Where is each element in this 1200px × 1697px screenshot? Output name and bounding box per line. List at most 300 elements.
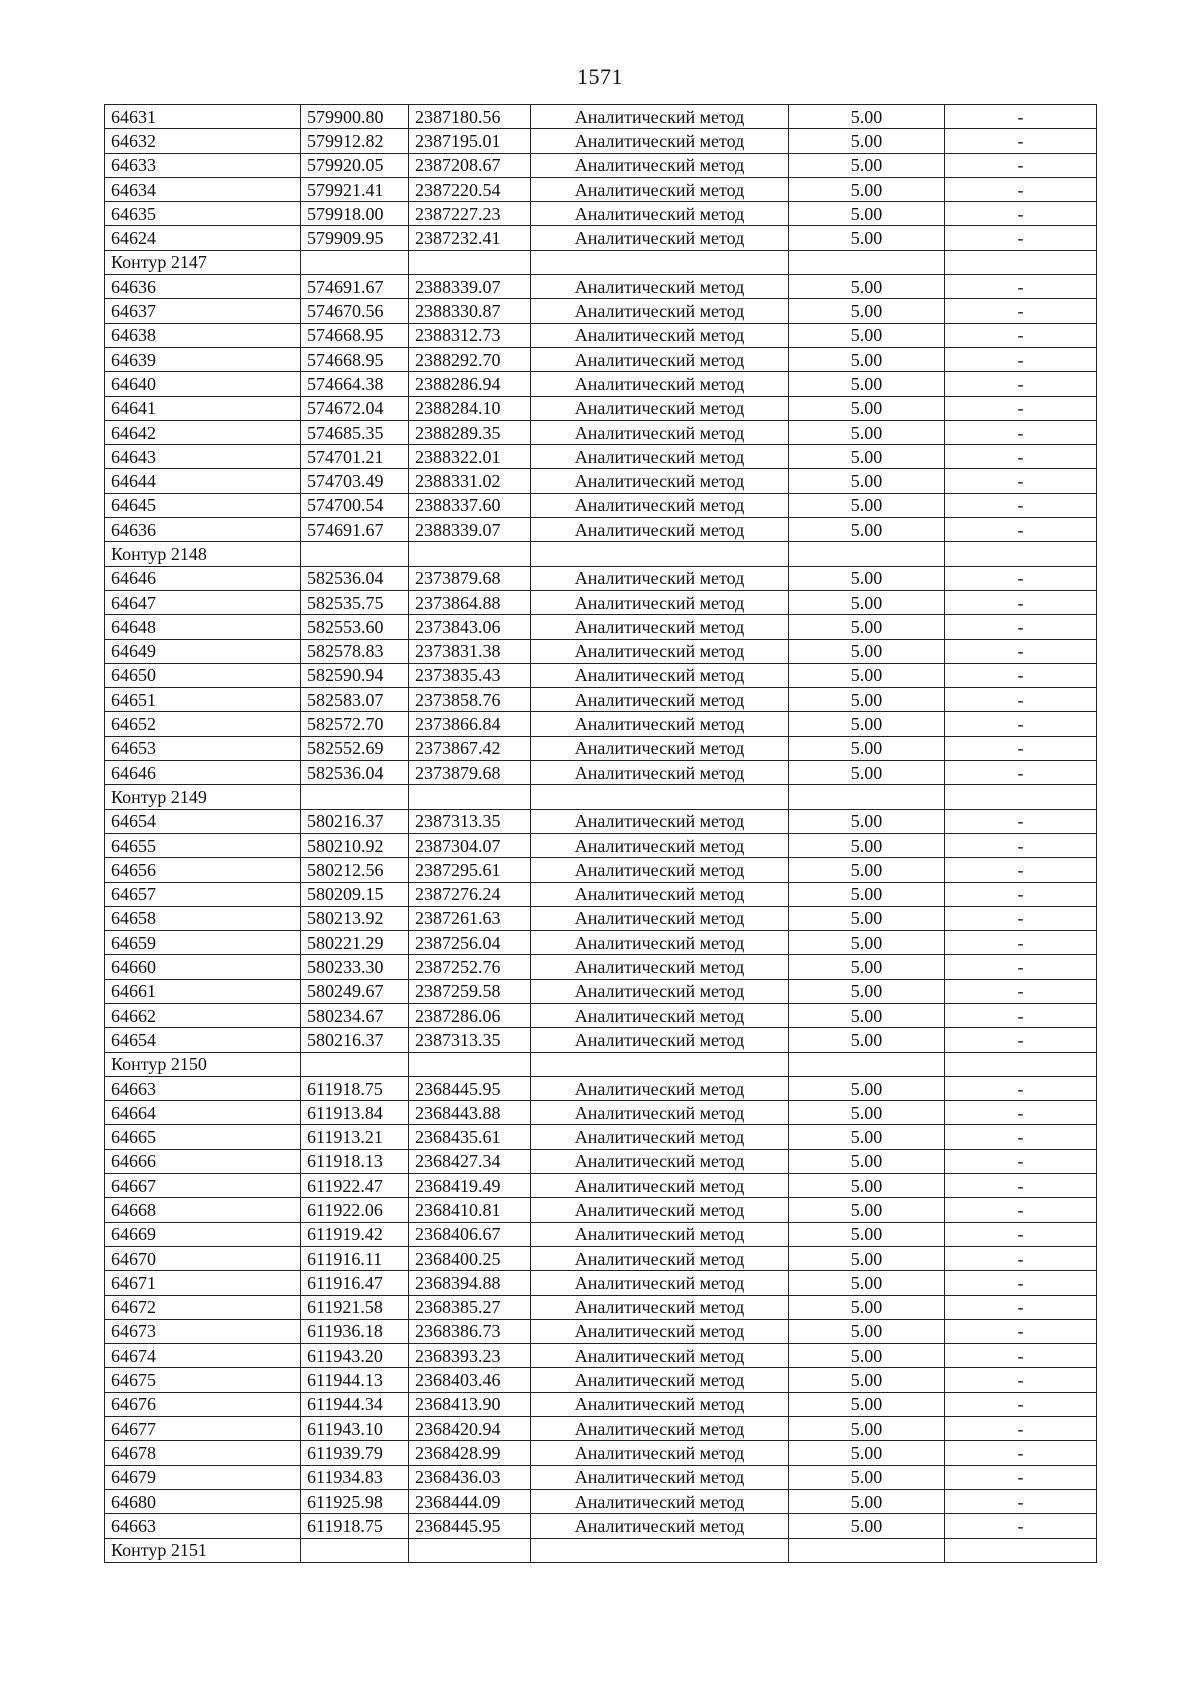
y-coordinate-cell: 2368445.95 (409, 1514, 531, 1538)
x-coordinate-cell: 611944.34 (301, 1392, 409, 1416)
x-coordinate-cell: 574691.67 (301, 275, 409, 299)
y-coordinate-cell: 2373866.84 (409, 712, 531, 736)
point-id-cell: 64658 (105, 906, 301, 930)
coordinates-table (104, 104, 1097, 1563)
y-coordinate-cell: 2388339.07 (409, 518, 531, 542)
point-row (105, 1222, 1097, 1246)
x-coordinate-cell: 574701.21 (301, 445, 409, 469)
note-cell: - (945, 712, 1097, 736)
point-id-cell: 64667 (105, 1174, 301, 1198)
point-row (105, 323, 1097, 347)
error-cell: 5.00 (789, 639, 945, 663)
x-coordinate-cell: 611921.58 (301, 1295, 409, 1319)
empty-cell (409, 250, 531, 274)
y-coordinate-cell: 2368394.88 (409, 1271, 531, 1295)
method-cell: Аналитический метод (531, 1344, 789, 1368)
x-coordinate-cell: 582536.04 (301, 566, 409, 590)
method-cell: Аналитический метод (531, 1003, 789, 1027)
point-row (105, 1076, 1097, 1100)
x-coordinate-cell: 574700.54 (301, 493, 409, 517)
x-coordinate-cell: 611913.21 (301, 1125, 409, 1149)
y-coordinate-cell: 2373867.42 (409, 736, 531, 760)
x-coordinate-cell: 611925.98 (301, 1489, 409, 1513)
y-coordinate-cell: 2373864.88 (409, 590, 531, 614)
note-cell: - (945, 1174, 1097, 1198)
point-id-cell: 64663 (105, 1076, 301, 1100)
point-row (105, 882, 1097, 906)
point-row (105, 275, 1097, 299)
error-cell: 5.00 (789, 809, 945, 833)
error-cell: 5.00 (789, 493, 945, 517)
point-row (105, 590, 1097, 614)
error-cell: 5.00 (789, 1149, 945, 1173)
method-cell: Аналитический метод (531, 372, 789, 396)
method-cell: Аналитический метод (531, 1101, 789, 1125)
error-cell: 5.00 (789, 177, 945, 201)
note-cell: - (945, 931, 1097, 955)
error-cell: 5.00 (789, 712, 945, 736)
error-cell: 5.00 (789, 1489, 945, 1513)
point-row (105, 833, 1097, 857)
point-id-cell: 64674 (105, 1344, 301, 1368)
note-cell: - (945, 663, 1097, 687)
y-coordinate-cell: 2368419.49 (409, 1174, 531, 1198)
point-id-cell: 64649 (105, 639, 301, 663)
point-row (105, 347, 1097, 371)
empty-cell (301, 1052, 409, 1076)
point-row (105, 469, 1097, 493)
method-cell: Аналитический метод (531, 1441, 789, 1465)
empty-cell (789, 1052, 945, 1076)
empty-cell (409, 785, 531, 809)
note-cell: - (945, 1271, 1097, 1295)
y-coordinate-cell: 2368444.09 (409, 1489, 531, 1513)
error-cell: 5.00 (789, 1392, 945, 1416)
x-coordinate-cell: 611913.84 (301, 1101, 409, 1125)
error-cell: 5.00 (789, 396, 945, 420)
point-row (105, 955, 1097, 979)
page-number: 1571 (577, 64, 623, 89)
empty-cell (945, 542, 1097, 566)
x-coordinate-cell: 580249.67 (301, 979, 409, 1003)
note-cell: - (945, 1028, 1097, 1052)
error-cell: 5.00 (789, 955, 945, 979)
note-cell: - (945, 1101, 1097, 1125)
y-coordinate-cell: 2368420.94 (409, 1417, 531, 1441)
empty-cell (789, 1538, 945, 1562)
method-cell: Аналитический метод (531, 1198, 789, 1222)
note-cell: - (945, 518, 1097, 542)
point-row (105, 105, 1097, 129)
method-cell: Аналитический метод (531, 615, 789, 639)
point-row (105, 688, 1097, 712)
method-cell: Аналитический метод (531, 299, 789, 323)
point-row (105, 1101, 1097, 1125)
point-id-cell: 64632 (105, 129, 301, 153)
x-coordinate-cell: 611939.79 (301, 1441, 409, 1465)
point-id-cell: 64666 (105, 1149, 301, 1173)
note-cell: - (945, 202, 1097, 226)
method-cell: Аналитический метод (531, 445, 789, 469)
point-id-cell: 64636 (105, 518, 301, 542)
error-cell: 5.00 (789, 736, 945, 760)
point-id-cell: 64640 (105, 372, 301, 396)
point-id-cell: 64624 (105, 226, 301, 250)
x-coordinate-cell: 574664.38 (301, 372, 409, 396)
point-row (105, 1392, 1097, 1416)
point-row (105, 396, 1097, 420)
method-cell: Аналитический метод (531, 688, 789, 712)
note-cell: - (945, 299, 1097, 323)
y-coordinate-cell: 2388312.73 (409, 323, 531, 347)
x-coordinate-cell: 611919.42 (301, 1222, 409, 1246)
empty-cell (945, 785, 1097, 809)
point-id-cell: 64676 (105, 1392, 301, 1416)
method-cell: Аналитический метод (531, 809, 789, 833)
error-cell: 5.00 (789, 1028, 945, 1052)
method-cell: Аналитический метод (531, 931, 789, 955)
note-cell: - (945, 858, 1097, 882)
point-row (105, 493, 1097, 517)
note-cell: - (945, 323, 1097, 347)
x-coordinate-cell: 580234.67 (301, 1003, 409, 1027)
point-id-cell: 64677 (105, 1417, 301, 1441)
note-cell: - (945, 1222, 1097, 1246)
method-cell: Аналитический метод (531, 518, 789, 542)
note-cell: - (945, 615, 1097, 639)
point-id-cell: 64675 (105, 1368, 301, 1392)
x-coordinate-cell: 611918.75 (301, 1514, 409, 1538)
error-cell: 5.00 (789, 1441, 945, 1465)
method-cell: Аналитический метод (531, 979, 789, 1003)
empty-cell (531, 250, 789, 274)
note-cell: - (945, 761, 1097, 785)
point-id-cell: 64664 (105, 1101, 301, 1125)
y-coordinate-cell: 2387313.35 (409, 809, 531, 833)
x-coordinate-cell: 579918.00 (301, 202, 409, 226)
x-coordinate-cell: 574685.35 (301, 420, 409, 444)
y-coordinate-cell: 2387259.58 (409, 979, 531, 1003)
y-coordinate-cell: 2368435.61 (409, 1125, 531, 1149)
x-coordinate-cell: 574703.49 (301, 469, 409, 493)
y-coordinate-cell: 2387261.63 (409, 906, 531, 930)
point-row (105, 445, 1097, 469)
error-cell: 5.00 (789, 761, 945, 785)
error-cell: 5.00 (789, 372, 945, 396)
point-row (105, 931, 1097, 955)
note-cell: - (945, 177, 1097, 201)
x-coordinate-cell: 611918.13 (301, 1149, 409, 1173)
x-coordinate-cell: 580216.37 (301, 809, 409, 833)
y-coordinate-cell: 2388286.94 (409, 372, 531, 396)
method-cell: Аналитический метод (531, 105, 789, 129)
note-cell: - (945, 1392, 1097, 1416)
y-coordinate-cell: 2387276.24 (409, 882, 531, 906)
x-coordinate-cell: 579920.05 (301, 153, 409, 177)
empty-cell (409, 1052, 531, 1076)
note-cell: - (945, 1344, 1097, 1368)
y-coordinate-cell: 2388292.70 (409, 347, 531, 371)
method-cell: Аналитический метод (531, 1514, 789, 1538)
x-coordinate-cell: 582535.75 (301, 590, 409, 614)
point-id-cell: 64673 (105, 1319, 301, 1343)
method-cell: Аналитический метод (531, 493, 789, 517)
point-id-cell: 64665 (105, 1125, 301, 1149)
point-row (105, 518, 1097, 542)
contour-label: Контур 2147 (105, 250, 301, 274)
contour-header-row (105, 785, 1097, 809)
point-id-cell: 64663 (105, 1514, 301, 1538)
note-cell: - (945, 1441, 1097, 1465)
point-id-cell: 64634 (105, 177, 301, 201)
point-row (105, 1174, 1097, 1198)
x-coordinate-cell: 611943.10 (301, 1417, 409, 1441)
y-coordinate-cell: 2387286.06 (409, 1003, 531, 1027)
note-cell: - (945, 736, 1097, 760)
empty-cell (945, 250, 1097, 274)
error-cell: 5.00 (789, 1271, 945, 1295)
note-cell: - (945, 833, 1097, 857)
error-cell: 5.00 (789, 1198, 945, 1222)
point-row (105, 809, 1097, 833)
y-coordinate-cell: 2368445.95 (409, 1076, 531, 1100)
error-cell: 5.00 (789, 566, 945, 590)
y-coordinate-cell: 2368413.90 (409, 1392, 531, 1416)
point-id-cell: 64646 (105, 761, 301, 785)
method-cell: Аналитический метод (531, 1076, 789, 1100)
note-cell: - (945, 1514, 1097, 1538)
method-cell: Аналитический метод (531, 1246, 789, 1270)
point-id-cell: 64662 (105, 1003, 301, 1027)
y-coordinate-cell: 2373879.68 (409, 761, 531, 785)
method-cell: Аналитический метод (531, 177, 789, 201)
error-cell: 5.00 (789, 1514, 945, 1538)
point-row (105, 906, 1097, 930)
method-cell: Аналитический метод (531, 153, 789, 177)
point-id-cell: 64659 (105, 931, 301, 955)
x-coordinate-cell: 611922.06 (301, 1198, 409, 1222)
point-row (105, 1465, 1097, 1489)
method-cell: Аналитический метод (531, 566, 789, 590)
note-cell: - (945, 566, 1097, 590)
point-id-cell: 64672 (105, 1295, 301, 1319)
note-cell: - (945, 1489, 1097, 1513)
contour-label: Контур 2149 (105, 785, 301, 809)
error-cell: 5.00 (789, 299, 945, 323)
note-cell: - (945, 1295, 1097, 1319)
method-cell: Аналитический метод (531, 202, 789, 226)
note-cell: - (945, 1417, 1097, 1441)
error-cell: 5.00 (789, 1295, 945, 1319)
note-cell: - (945, 1076, 1097, 1100)
point-id-cell: 64636 (105, 275, 301, 299)
y-coordinate-cell: 2387220.54 (409, 177, 531, 201)
y-coordinate-cell: 2388284.10 (409, 396, 531, 420)
empty-cell (301, 542, 409, 566)
x-coordinate-cell: 579912.82 (301, 129, 409, 153)
error-cell: 5.00 (789, 590, 945, 614)
point-row (105, 153, 1097, 177)
x-coordinate-cell: 611943.20 (301, 1344, 409, 1368)
empty-cell (531, 542, 789, 566)
empty-cell (789, 250, 945, 274)
note-cell: - (945, 1368, 1097, 1392)
error-cell: 5.00 (789, 1368, 945, 1392)
y-coordinate-cell: 2368428.99 (409, 1441, 531, 1465)
error-cell: 5.00 (789, 858, 945, 882)
error-cell: 5.00 (789, 1101, 945, 1125)
empty-cell (531, 1052, 789, 1076)
coordinates-table-body (105, 105, 1097, 1563)
method-cell: Аналитический метод (531, 1319, 789, 1343)
empty-cell (945, 1052, 1097, 1076)
point-id-cell: 64653 (105, 736, 301, 760)
point-row (105, 1319, 1097, 1343)
error-cell: 5.00 (789, 226, 945, 250)
note-cell: - (945, 809, 1097, 833)
point-row (105, 1295, 1097, 1319)
note-cell: - (945, 372, 1097, 396)
x-coordinate-cell: 574668.95 (301, 323, 409, 347)
x-coordinate-cell: 579909.95 (301, 226, 409, 250)
error-cell: 5.00 (789, 1417, 945, 1441)
x-coordinate-cell: 580233.30 (301, 955, 409, 979)
note-cell: - (945, 275, 1097, 299)
method-cell: Аналитический метод (531, 1271, 789, 1295)
method-cell: Аналитический метод (531, 129, 789, 153)
x-coordinate-cell: 574672.04 (301, 396, 409, 420)
empty-cell (301, 1538, 409, 1562)
error-cell: 5.00 (789, 1465, 945, 1489)
y-coordinate-cell: 2387180.56 (409, 105, 531, 129)
note-cell: - (945, 639, 1097, 663)
contour-header-row (105, 1538, 1097, 1562)
error-cell: 5.00 (789, 1174, 945, 1198)
y-coordinate-cell: 2368403.46 (409, 1368, 531, 1392)
error-cell: 5.00 (789, 518, 945, 542)
note-cell: - (945, 1003, 1097, 1027)
method-cell: Аналитический метод (531, 882, 789, 906)
point-row (105, 1344, 1097, 1368)
x-coordinate-cell: 582583.07 (301, 688, 409, 712)
error-cell: 5.00 (789, 663, 945, 687)
x-coordinate-cell: 582536.04 (301, 761, 409, 785)
point-id-cell: 64639 (105, 347, 301, 371)
empty-cell (409, 542, 531, 566)
point-id-cell: 64651 (105, 688, 301, 712)
x-coordinate-cell: 580210.92 (301, 833, 409, 857)
point-id-cell: 64650 (105, 663, 301, 687)
note-cell: - (945, 445, 1097, 469)
note-cell: - (945, 1319, 1097, 1343)
y-coordinate-cell: 2388322.01 (409, 445, 531, 469)
note-cell: - (945, 1246, 1097, 1270)
note-cell: - (945, 590, 1097, 614)
point-id-cell: 64633 (105, 153, 301, 177)
y-coordinate-cell: 2387295.61 (409, 858, 531, 882)
y-coordinate-cell: 2373835.43 (409, 663, 531, 687)
note-cell: - (945, 226, 1097, 250)
note-cell: - (945, 979, 1097, 1003)
point-row (105, 372, 1097, 396)
method-cell: Аналитический метод (531, 955, 789, 979)
empty-cell (789, 785, 945, 809)
y-coordinate-cell: 2373879.68 (409, 566, 531, 590)
x-coordinate-cell: 611944.13 (301, 1368, 409, 1392)
point-row (105, 1246, 1097, 1270)
method-cell: Аналитический метод (531, 323, 789, 347)
x-coordinate-cell: 611916.11 (301, 1246, 409, 1270)
y-coordinate-cell: 2368385.27 (409, 1295, 531, 1319)
y-coordinate-cell: 2368400.25 (409, 1246, 531, 1270)
note-cell: - (945, 688, 1097, 712)
point-id-cell: 64642 (105, 420, 301, 444)
error-cell: 5.00 (789, 469, 945, 493)
point-id-cell: 64645 (105, 493, 301, 517)
contour-label: Контур 2150 (105, 1052, 301, 1076)
point-id-cell: 64661 (105, 979, 301, 1003)
x-coordinate-cell: 611934.83 (301, 1465, 409, 1489)
method-cell: Аналитический метод (531, 396, 789, 420)
note-cell: - (945, 1149, 1097, 1173)
x-coordinate-cell: 574670.56 (301, 299, 409, 323)
y-coordinate-cell: 2368427.34 (409, 1149, 531, 1173)
method-cell: Аналитический метод (531, 1368, 789, 1392)
error-cell: 5.00 (789, 1076, 945, 1100)
point-id-cell: 64656 (105, 858, 301, 882)
empty-cell (409, 1538, 531, 1562)
point-id-cell: 64648 (105, 615, 301, 639)
x-coordinate-cell: 574668.95 (301, 347, 409, 371)
empty-cell (531, 785, 789, 809)
point-id-cell: 64668 (105, 1198, 301, 1222)
point-id-cell: 64680 (105, 1489, 301, 1513)
method-cell: Аналитический метод (531, 1028, 789, 1052)
error-cell: 5.00 (789, 202, 945, 226)
empty-cell (789, 542, 945, 566)
point-row (105, 712, 1097, 736)
note-cell: - (945, 882, 1097, 906)
point-id-cell: 64647 (105, 590, 301, 614)
error-cell: 5.00 (789, 1003, 945, 1027)
method-cell: Аналитический метод (531, 1295, 789, 1319)
x-coordinate-cell: 582578.83 (301, 639, 409, 663)
x-coordinate-cell: 580212.56 (301, 858, 409, 882)
y-coordinate-cell: 2368406.67 (409, 1222, 531, 1246)
y-coordinate-cell: 2368386.73 (409, 1319, 531, 1343)
y-coordinate-cell: 2388331.02 (409, 469, 531, 493)
y-coordinate-cell: 2387208.67 (409, 153, 531, 177)
point-id-cell: 64654 (105, 1028, 301, 1052)
error-cell: 5.00 (789, 1344, 945, 1368)
note-cell: - (945, 347, 1097, 371)
point-id-cell: 64655 (105, 833, 301, 857)
point-id-cell: 64654 (105, 809, 301, 833)
error-cell: 5.00 (789, 323, 945, 347)
error-cell: 5.00 (789, 1246, 945, 1270)
x-coordinate-cell: 582552.69 (301, 736, 409, 760)
point-id-cell: 64678 (105, 1441, 301, 1465)
method-cell: Аналитический метод (531, 590, 789, 614)
method-cell: Аналитический метод (531, 858, 789, 882)
point-row (105, 761, 1097, 785)
note-cell: - (945, 1198, 1097, 1222)
x-coordinate-cell: 579900.80 (301, 105, 409, 129)
x-coordinate-cell: 580216.37 (301, 1028, 409, 1052)
empty-cell (301, 250, 409, 274)
method-cell: Аналитический метод (531, 761, 789, 785)
error-cell: 5.00 (789, 420, 945, 444)
